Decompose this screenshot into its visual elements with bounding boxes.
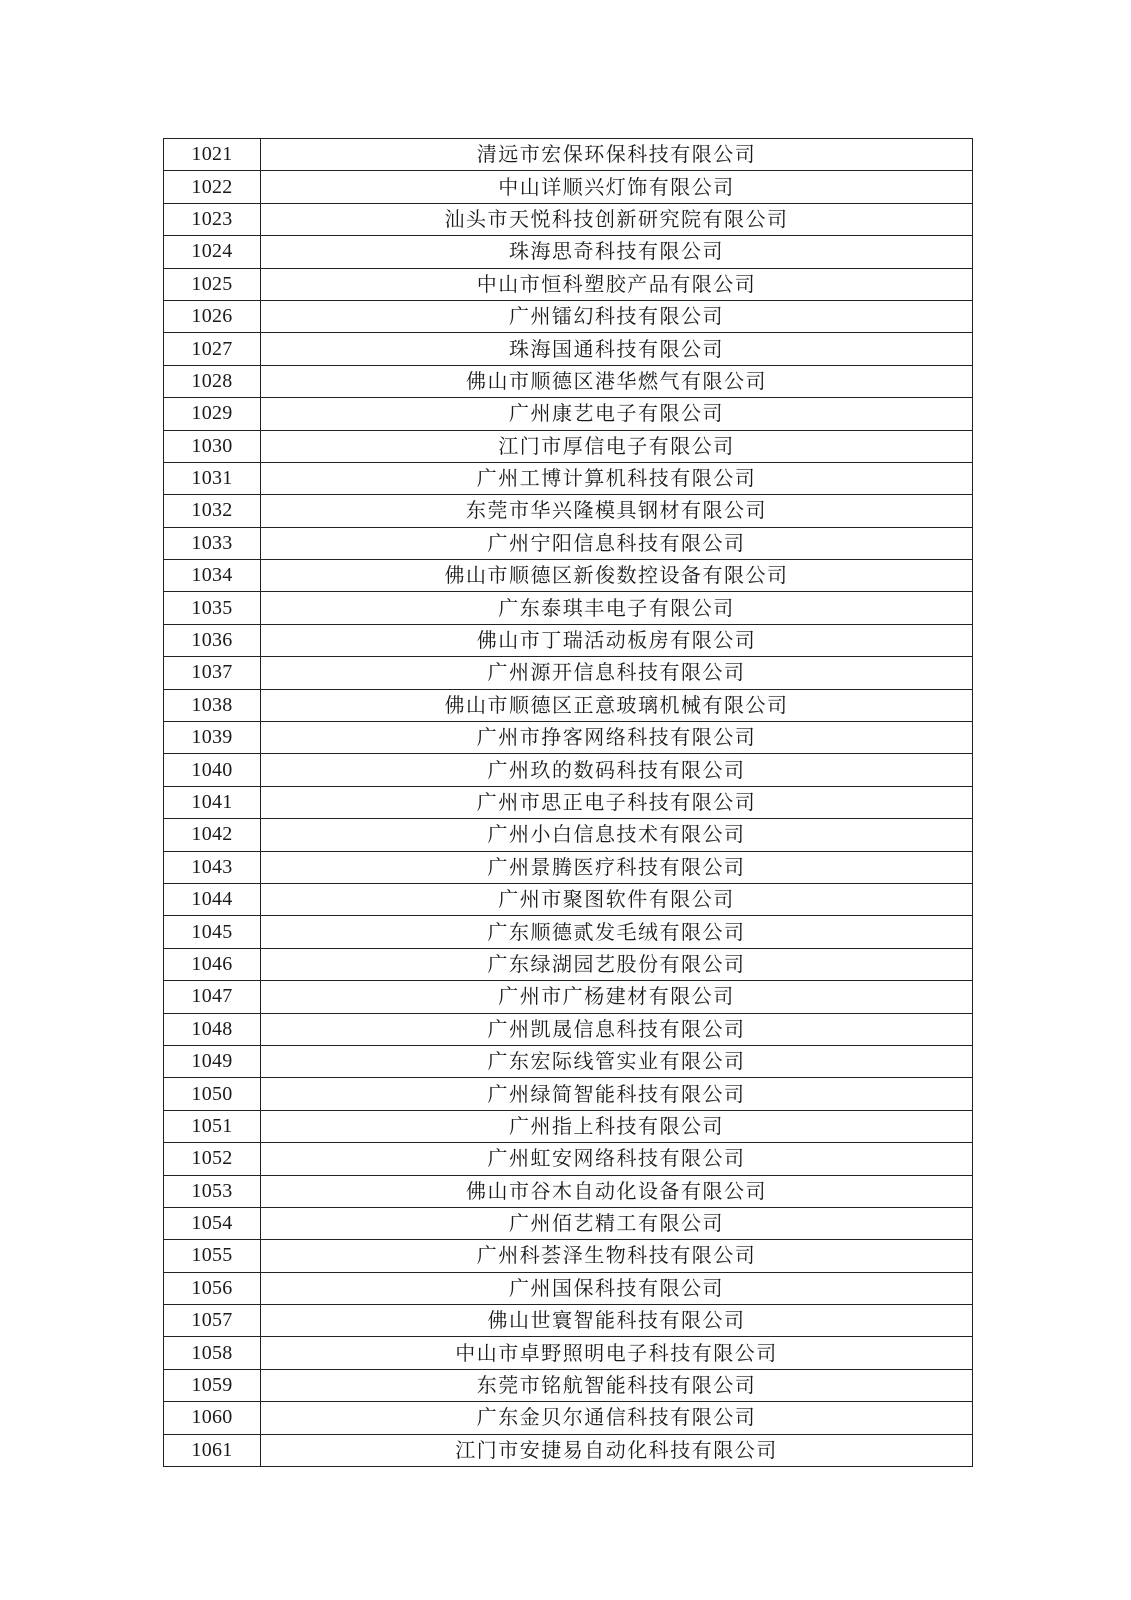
- row-number-cell: 1052: [164, 1143, 261, 1175]
- row-number-cell: 1026: [164, 300, 261, 332]
- table-row: [164, 624, 973, 656]
- table-row: [164, 722, 973, 754]
- table-row: [164, 689, 973, 721]
- row-number-cell: 1049: [164, 1045, 261, 1077]
- row-number-cell: 1044: [164, 883, 261, 915]
- table-row: [164, 333, 973, 365]
- row-number-cell: 1036: [164, 624, 261, 656]
- row-number-cell: 1029: [164, 398, 261, 430]
- row-number-cell: 1041: [164, 786, 261, 818]
- row-number-cell: 1045: [164, 916, 261, 948]
- company-name-cell: 佛山市顺德区新俊数控设备有限公司: [261, 560, 973, 592]
- company-name-cell: 珠海国通科技有限公司: [261, 333, 973, 365]
- company-name-cell: 广州国保科技有限公司: [261, 1272, 973, 1304]
- row-number-cell: 1033: [164, 527, 261, 559]
- company-name-cell: 广州源开信息科技有限公司: [261, 657, 973, 689]
- company-name-cell: 广州市思正电子科技有限公司: [261, 786, 973, 818]
- table-row: [164, 527, 973, 559]
- company-name-cell: 佛山市谷木自动化设备有限公司: [261, 1175, 973, 1207]
- company-name-cell: 广州凯晟信息科技有限公司: [261, 1013, 973, 1045]
- row-number-cell: 1025: [164, 268, 261, 300]
- company-name-cell: 广州宁阳信息科技有限公司: [261, 527, 973, 559]
- row-number-cell: 1059: [164, 1369, 261, 1401]
- company-name-cell: 广州市广杨建材有限公司: [261, 981, 973, 1013]
- row-number-cell: 1054: [164, 1207, 261, 1239]
- table-row: [164, 203, 973, 235]
- table-row: [164, 883, 973, 915]
- table-row: [164, 1175, 973, 1207]
- table-row: [164, 916, 973, 948]
- row-number-cell: 1057: [164, 1305, 261, 1337]
- table-row: [164, 1337, 973, 1369]
- row-number-cell: 1023: [164, 203, 261, 235]
- company-name-cell: 广州康艺电子有限公司: [261, 398, 973, 430]
- company-name-cell: 珠海思奇科技有限公司: [261, 236, 973, 268]
- row-number-cell: 1053: [164, 1175, 261, 1207]
- row-number-cell: 1034: [164, 560, 261, 592]
- table-row: [164, 1240, 973, 1272]
- row-number-cell: 1039: [164, 722, 261, 754]
- row-number-cell: 1060: [164, 1402, 261, 1434]
- company-name-cell: 中山市恒科塑胶产品有限公司: [261, 268, 973, 300]
- table-row: [164, 1143, 973, 1175]
- row-number-cell: 1051: [164, 1110, 261, 1142]
- company-name-cell: 广州市挣客网络科技有限公司: [261, 722, 973, 754]
- company-name-cell: 广州玖的数码科技有限公司: [261, 754, 973, 786]
- table-row: [164, 1369, 973, 1401]
- row-number-cell: 1031: [164, 462, 261, 494]
- table-row: [164, 560, 973, 592]
- company-name-cell: 广州科荟泽生物科技有限公司: [261, 1240, 973, 1272]
- table-row: [164, 657, 973, 689]
- company-name-cell: 广东宏际线管实业有限公司: [261, 1045, 973, 1077]
- table-row: [164, 1110, 973, 1142]
- company-list-table: [163, 138, 973, 1467]
- table-row: [164, 139, 973, 171]
- table-row: [164, 981, 973, 1013]
- row-number-cell: 1024: [164, 236, 261, 268]
- row-number-cell: 1061: [164, 1434, 261, 1466]
- company-name-cell: 广东金贝尔通信科技有限公司: [261, 1402, 973, 1434]
- table-row: [164, 1045, 973, 1077]
- table-row: [164, 1078, 973, 1110]
- row-number-cell: 1047: [164, 981, 261, 1013]
- company-name-cell: 东莞市华兴隆模具钢材有限公司: [261, 495, 973, 527]
- table-row: [164, 268, 973, 300]
- company-name-cell: 广州佰艺精工有限公司: [261, 1207, 973, 1239]
- row-number-cell: 1030: [164, 430, 261, 462]
- company-name-cell: 佛山市顺德区正意玻璃机械有限公司: [261, 689, 973, 721]
- company-name-cell: 广州小白信息技术有限公司: [261, 819, 973, 851]
- company-name-cell: 广东泰琪丰电子有限公司: [261, 592, 973, 624]
- row-number-cell: 1035: [164, 592, 261, 624]
- table-row: [164, 1434, 973, 1466]
- table-row: [164, 948, 973, 980]
- company-name-cell: 佛山世寰智能科技有限公司: [261, 1305, 973, 1337]
- table-row: [164, 462, 973, 494]
- table-row: [164, 786, 973, 818]
- company-name-cell: 江门市厚信电子有限公司: [261, 430, 973, 462]
- company-name-cell: 汕头市天悦科技创新研究院有限公司: [261, 203, 973, 235]
- row-number-cell: 1027: [164, 333, 261, 365]
- table-row: [164, 171, 973, 203]
- table-row: [164, 398, 973, 430]
- row-number-cell: 1042: [164, 819, 261, 851]
- company-name-cell: 东莞市铭航智能科技有限公司: [261, 1369, 973, 1401]
- row-number-cell: 1021: [164, 139, 261, 171]
- table-row: [164, 1272, 973, 1304]
- row-number-cell: 1046: [164, 948, 261, 980]
- row-number-cell: 1043: [164, 851, 261, 883]
- table-row: [164, 365, 973, 397]
- company-name-cell: 广州景腾医疗科技有限公司: [261, 851, 973, 883]
- table-row: [164, 236, 973, 268]
- company-name-cell: 广州工博计算机科技有限公司: [261, 462, 973, 494]
- company-name-cell: 广州虹安网络科技有限公司: [261, 1143, 973, 1175]
- row-number-cell: 1048: [164, 1013, 261, 1045]
- row-number-cell: 1037: [164, 657, 261, 689]
- company-name-cell: 清远市宏保环保科技有限公司: [261, 139, 973, 171]
- row-number-cell: 1058: [164, 1337, 261, 1369]
- row-number-cell: 1055: [164, 1240, 261, 1272]
- table-row: [164, 1402, 973, 1434]
- company-name-cell: 江门市安捷易自动化科技有限公司: [261, 1434, 973, 1466]
- table-body: [164, 139, 973, 1467]
- table-row: [164, 754, 973, 786]
- table-row: [164, 495, 973, 527]
- table-row: [164, 1305, 973, 1337]
- row-number-cell: 1032: [164, 495, 261, 527]
- row-number-cell: 1038: [164, 689, 261, 721]
- company-name-cell: 中山市卓野照明电子科技有限公司: [261, 1337, 973, 1369]
- table-row: [164, 819, 973, 851]
- table-row: [164, 300, 973, 332]
- company-name-cell: 广州镭幻科技有限公司: [261, 300, 973, 332]
- company-name-cell: 佛山市顺德区港华燃气有限公司: [261, 365, 973, 397]
- row-number-cell: 1040: [164, 754, 261, 786]
- row-number-cell: 1022: [164, 171, 261, 203]
- company-name-cell: 佛山市丁瑞活动板房有限公司: [261, 624, 973, 656]
- company-name-cell: 广州市聚图软件有限公司: [261, 883, 973, 915]
- company-name-cell: 广东绿湖园艺股份有限公司: [261, 948, 973, 980]
- table-row: [164, 1013, 973, 1045]
- row-number-cell: 1056: [164, 1272, 261, 1304]
- row-number-cell: 1028: [164, 365, 261, 397]
- table-row: [164, 592, 973, 624]
- table-row: [164, 1207, 973, 1239]
- company-name-cell: 广东顺德贰发毛绒有限公司: [261, 916, 973, 948]
- company-name-cell: 广州绿简智能科技有限公司: [261, 1078, 973, 1110]
- company-name-cell: 广州指上科技有限公司: [261, 1110, 973, 1142]
- table-row: [164, 430, 973, 462]
- company-name-cell: 中山详顺兴灯饰有限公司: [261, 171, 973, 203]
- table-row: [164, 851, 973, 883]
- row-number-cell: 1050: [164, 1078, 261, 1110]
